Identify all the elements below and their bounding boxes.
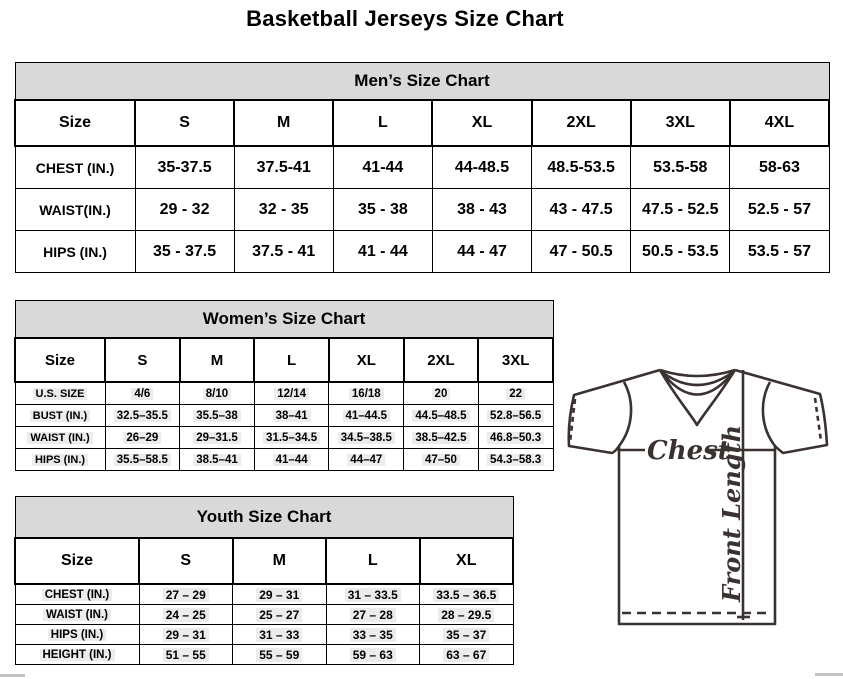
mens-value-cell: 47.5 - 52.5: [631, 189, 730, 231]
womens-value-cell: 38.5–42.5: [404, 427, 479, 449]
womens-value-cell: 26–29: [105, 427, 180, 449]
womens-value-cell: 32.5–35.5: [105, 405, 180, 427]
womens-header-2xl: 2XL: [404, 338, 479, 382]
youth-header-s: S: [139, 538, 233, 584]
mens-row-label: WAIST(IN.): [15, 189, 135, 231]
mens-row-label: HIPS (IN.): [15, 231, 135, 273]
mens-row: [15, 231, 829, 273]
mens-value-cell: 50.5 - 53.5: [631, 231, 730, 273]
youth-row-label: HIPS (IN.): [15, 625, 139, 645]
womens-value-cell: 38–41: [254, 405, 329, 427]
mens-value-cell: 53.5 - 57: [730, 231, 829, 273]
womens-row: [15, 382, 553, 405]
youth-value-cell: 51 – 55: [139, 645, 233, 665]
youth-value-cell: 27 – 29: [139, 584, 233, 605]
womens-value-cell: 41–44: [254, 449, 329, 471]
womens-value-cell: 54.3–58.3: [478, 449, 553, 471]
womens-value-cell: 31.5–34.5: [254, 427, 329, 449]
youth-row-label: WAIST (IN.): [15, 605, 139, 625]
mens-header-s: S: [135, 100, 234, 146]
womens-value-cell: 20: [404, 382, 479, 405]
front-length-label: Front Length: [717, 424, 746, 602]
youth-value-cell: 29 – 31: [233, 584, 327, 605]
youth-value-cell: 59 – 63: [326, 645, 420, 665]
youth-value-cell: 29 – 31: [139, 625, 233, 645]
womens-value-cell: 29–31.5: [180, 427, 255, 449]
womens-value-cell: 44.5–48.5: [404, 405, 479, 427]
womens-size-table: [14, 300, 554, 471]
youth-row: [15, 584, 513, 605]
womens-value-cell: 22: [478, 382, 553, 405]
jersey-outline: [569, 370, 827, 624]
mens-value-cell: 37.5 - 41: [234, 231, 333, 273]
youth-value-cell: 55 – 59: [233, 645, 327, 665]
womens-row-label: HIPS (IN.): [15, 449, 105, 471]
womens-value-cell: 41–44.5: [329, 405, 404, 427]
youth-row: [15, 645, 513, 665]
youth-row: [15, 625, 513, 645]
womens-value-cell: 4/6: [105, 382, 180, 405]
mens-value-cell: 43 - 47.5: [532, 189, 631, 231]
mens-value-cell: 41 - 44: [333, 231, 432, 273]
youth-header-m: M: [233, 538, 327, 584]
youth-row-label: HEIGHT (IN.): [15, 645, 139, 665]
mens-header-3xl: 3XL: [631, 100, 730, 146]
mens-value-cell: 44-48.5: [432, 146, 531, 189]
youth-row-label: CHEST (IN.): [15, 584, 139, 605]
mens-row-label: CHEST (IN.): [15, 146, 135, 189]
mens-value-cell: 29 - 32: [135, 189, 234, 231]
cuff-dashed-right: [815, 398, 821, 441]
youth-title: Youth Size Chart: [15, 497, 513, 539]
womens-value-cell: 35.5–58.5: [105, 449, 180, 471]
mens-value-cell: 48.5-53.5: [532, 146, 631, 189]
mens-value-cell: 35-37.5: [135, 146, 234, 189]
womens-row: [15, 427, 553, 449]
mens-value-cell: 35 - 38: [333, 189, 432, 231]
youth-value-cell: 63 – 67: [420, 645, 514, 665]
womens-header-xl: XL: [329, 338, 404, 382]
youth-value-cell: 28 – 29.5: [420, 605, 514, 625]
bottom-right-bar: [815, 673, 843, 676]
mens-value-cell: 41-44: [333, 146, 432, 189]
mens-value-cell: 44 - 47: [432, 231, 531, 273]
womens-value-cell: 12/14: [254, 382, 329, 405]
mens-row: [15, 146, 829, 189]
mens-title: Men’s Size Chart: [15, 63, 829, 101]
womens-row-label: U.S. SIZE: [15, 382, 105, 405]
mens-header-m: M: [234, 100, 333, 146]
womens-value-cell: 46.8–50.3: [478, 427, 553, 449]
collar-top-curve: [660, 370, 735, 376]
youth-header-size: Size: [15, 538, 139, 584]
womens-row-label: BUST (IN.): [15, 405, 105, 427]
youth-table: [14, 496, 514, 665]
mens-table: [14, 62, 830, 273]
womens-table: [14, 300, 554, 471]
mens-size-table: [14, 62, 830, 273]
mens-value-cell: 53.5-58: [631, 146, 730, 189]
youth-value-cell: 33 – 35: [326, 625, 420, 645]
mens-header-l: L: [333, 100, 432, 146]
womens-value-cell: 34.5–38.5: [329, 427, 404, 449]
youth-value-cell: 24 – 25: [139, 605, 233, 625]
womens-header-m: M: [180, 338, 255, 382]
youth-row: [15, 605, 513, 625]
womens-value-cell: 35.5–38: [180, 405, 255, 427]
youth-value-cell: 25 – 27: [233, 605, 327, 625]
womens-value-cell: 8/10: [180, 382, 255, 405]
bottom-left-bar: [0, 674, 25, 677]
mens-row: [15, 189, 829, 231]
womens-value-cell: 38.5–41: [180, 449, 255, 471]
womens-value-cell: 52.8–56.5: [478, 405, 553, 427]
armhole-seam-right: [763, 382, 775, 446]
jersey-measurement-diagram: [555, 362, 843, 674]
mens-value-cell: 35 - 37.5: [135, 231, 234, 273]
womens-value-cell: 47–50: [404, 449, 479, 471]
youth-value-cell: 31 – 33.5: [326, 584, 420, 605]
mens-header-size: Size: [15, 100, 135, 146]
womens-header-size: Size: [15, 338, 105, 382]
mens-value-cell: 47 - 50.5: [532, 231, 631, 273]
mens-value-cell: 37.5-41: [234, 146, 333, 189]
youth-header-l: L: [326, 538, 420, 584]
mens-header-2xl: 2XL: [532, 100, 631, 146]
youth-size-table: [14, 496, 514, 665]
mens-value-cell: 32 - 35: [234, 189, 333, 231]
mens-value-cell: 38 - 43: [432, 189, 531, 231]
womens-row: [15, 405, 553, 427]
mens-header-4xl: 4XL: [730, 100, 829, 146]
youth-value-cell: 33.5 – 36.5: [420, 584, 514, 605]
youth-value-cell: 27 – 28: [326, 605, 420, 625]
youth-header-xl: XL: [420, 538, 514, 584]
youth-value-cell: 31 – 33: [233, 625, 327, 645]
mens-header-xl: XL: [432, 100, 531, 146]
womens-header-s: S: [105, 338, 180, 382]
mens-value-cell: 58-63: [730, 146, 829, 189]
page-title: Basketball Jerseys Size Chart: [246, 6, 564, 31]
womens-value-cell: 16/18: [329, 382, 404, 405]
womens-value-cell: 44–47: [329, 449, 404, 471]
youth-value-cell: 35 – 37: [420, 625, 514, 645]
chest-label: Chest: [647, 436, 730, 466]
mens-value-cell: 52.5 - 57: [730, 189, 829, 231]
womens-header-3xl: 3XL: [478, 338, 553, 382]
armhole-seam-left: [619, 382, 631, 446]
womens-title: Women’s Size Chart: [15, 301, 553, 339]
womens-row-label: WAIST (IN.): [15, 427, 105, 449]
womens-header-l: L: [254, 338, 329, 382]
womens-row: [15, 449, 553, 471]
